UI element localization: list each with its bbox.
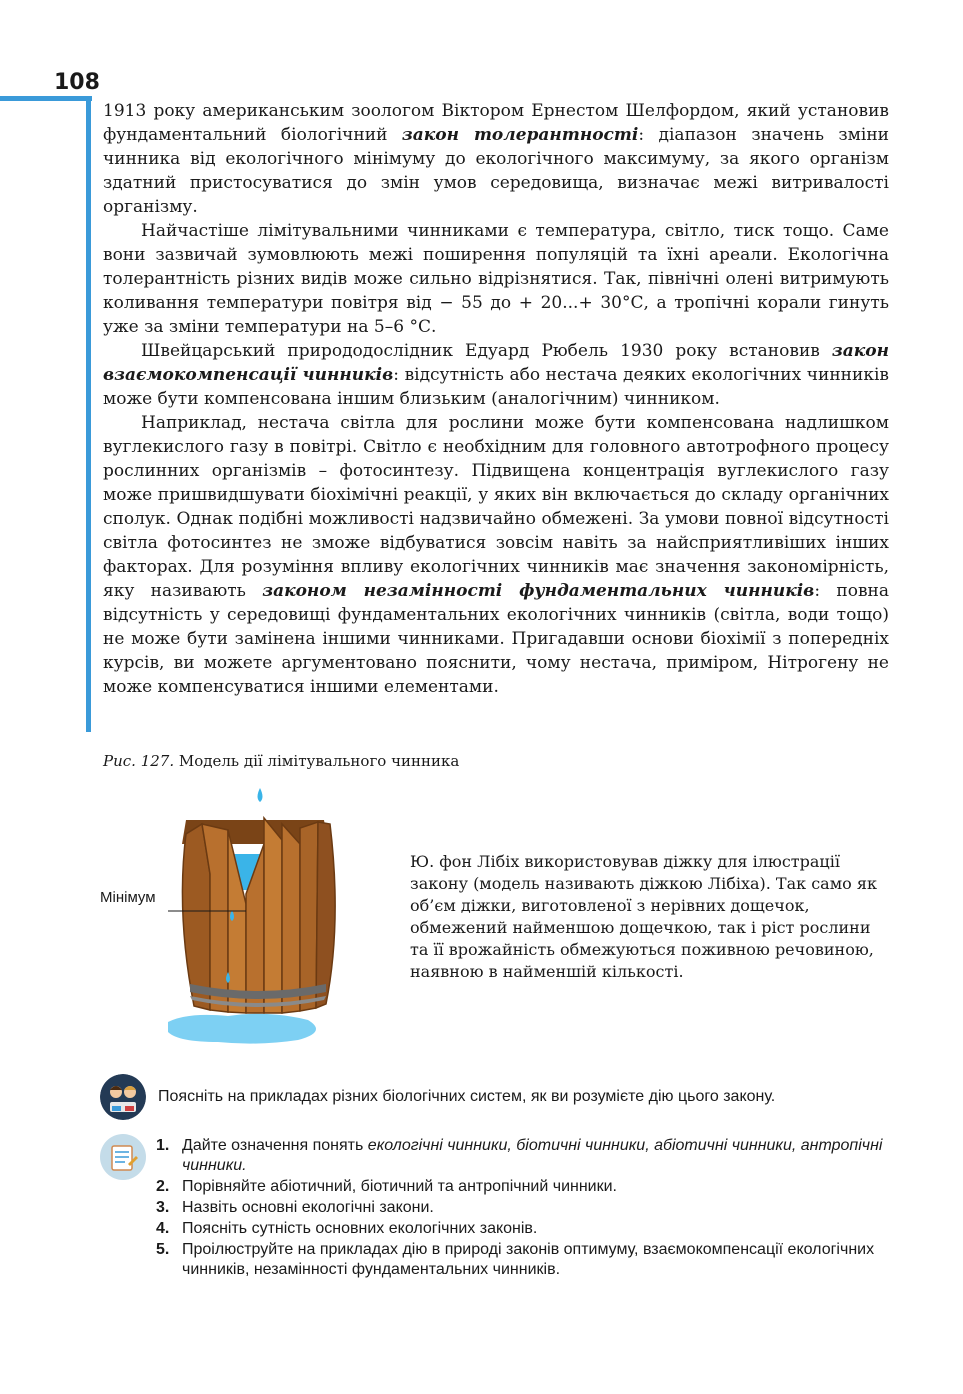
- question-number: 4.: [156, 1220, 170, 1237]
- text-span: Наприклад, нестача світла для рослини може бути компенсована надлишком вуглекислого газу в повітрі. Світло є необхідним для головного автотрофного процесу рослинних організмів – фотосинтезу. Підвищена концентрація вуглекислого газу може пришвидшувати біохімічні реакції, у яких він включається до складу органічних сполук. Однак подібні можливості надзвичайно обмежені. За умови повної відсутності світла фотосинтез не зможе відбуватися зовсім навіть за найсприятливіших інших факторах. Для розуміння впливу екологічних чинників має значення закономірність, яку називають: [103, 413, 889, 601]
- question-item: [156, 1240, 896, 1280]
- question-text: Поясніть сутність основних екологічних законів.: [182, 1220, 538, 1237]
- figure-side-text: [410, 851, 890, 983]
- accent-rule-side: [86, 96, 91, 732]
- text-span: 1913 року американським зоологом Віктором Ернестом Шелфордом, який установив фундаментальний біологічний: [103, 101, 889, 145]
- question-text: Назвіть основні екологічні закони.: [182, 1199, 434, 1216]
- question-text: [182, 1136, 896, 1176]
- text-span: екологічні чинники, біотичні чинники, абіотичні чинники, антропічні чинники.: [182, 1137, 883, 1174]
- liebig-barrel-image: [98, 784, 398, 1054]
- question-text: Проілюструйте на прикладах дію в природі законів оптимуму, взаємокомпенсації екологічних чинників, незамінності фундаментальних чинників.: [182, 1241, 875, 1278]
- term-irreplaceability-law: законом незамінності фундаментальних чинників: [262, 581, 815, 601]
- main-text: [103, 99, 889, 699]
- text-span: Швейцарський природодослідник Едуард Рюбель 1930 року встановив: [141, 341, 832, 361]
- question-number: 1.: [156, 1137, 170, 1154]
- term-compensation-law: закон взаємокомпенсації чинників: [103, 341, 889, 385]
- paragraph-2: Найчастіше лімітувальними чинниками є температура, світло, тиск тощо. Саме вони зазвичай зумовлюють межі поширення популяцій та їхні ареали. Екологічна толерантність різних видів може сильно відрізнятися. Так, північні олені витримують коливання температури повітря від − 55 до + 20...+ 30°С, а тропічні корали гинуть уже за зміни температури на 5–6 °С.: [103, 221, 889, 337]
- question-number: 5.: [156, 1241, 170, 1258]
- text-span: Дайте означення понять: [182, 1137, 368, 1154]
- question-item: [156, 1219, 896, 1239]
- questions-icon: [100, 1134, 146, 1180]
- paragraph-1: [103, 99, 889, 219]
- text-span: : діапазон значень зміни чинника від екологічного мінімуму до екологічного максимуму, за якого організм здатний пристосуватися до змін умов середовища, визначає межі витривалості організму.: [103, 125, 889, 217]
- task-text: Поясніть на прикладах різних біологічних систем, як ви розумієте дію цього закону.: [158, 1088, 776, 1105]
- question-number: 2.: [156, 1178, 170, 1195]
- students-icon: [100, 1074, 146, 1120]
- text-span: : повна відсутність у середовищі фундаментальних екологічних чинників (світла, води тощо) не може бути замінена іншими чинниками. Пригадавши основи біохімії з попередніх курсів, ви можете аргументовано пояснити, чому нестача, приміром, Нітрогену не може компенсуватися іншими елементами.: [103, 581, 890, 697]
- paragraph-4: [103, 411, 889, 699]
- accent-rule-top: [0, 96, 92, 101]
- question-text: Порівняйте абіотичний, біотичний та антропічний чинники.: [182, 1178, 617, 1195]
- caption-label: Рис. 127.: [103, 752, 175, 770]
- minimum-label: Мінімум: [100, 889, 156, 906]
- paragraph-3: [103, 339, 889, 411]
- caption-text: Модель дії лімітувального чинника: [174, 752, 460, 770]
- discussion-task: [100, 1074, 775, 1120]
- question-item: [156, 1198, 896, 1218]
- review-questions: [156, 1136, 896, 1281]
- page-number: 108: [54, 70, 100, 95]
- term-tolerance-law: закон толерантності: [401, 125, 639, 145]
- barrel-illustration: [98, 784, 398, 1054]
- text-span: : відсутність або нестача деяких екологічних чинників може бути компенсована іншим близьким (аналогічним) чинником.: [103, 365, 889, 409]
- question-item: [156, 1177, 896, 1197]
- question-number: 3.: [156, 1199, 170, 1216]
- side-paragraph: Ю. фон Лібіх використовував діжку для ілюстрації закону (модель називають діжкою Лібіха). Так само як об’єм діжки, виготовленої з нерівних дощечок, обмежений найменшою дощечкою, так і ріст рослини та її врожайність обмежуються поживною речовиною, наявною в найменшій кількості.: [410, 852, 877, 981]
- figure-caption: [103, 752, 459, 770]
- question-item: [156, 1136, 896, 1176]
